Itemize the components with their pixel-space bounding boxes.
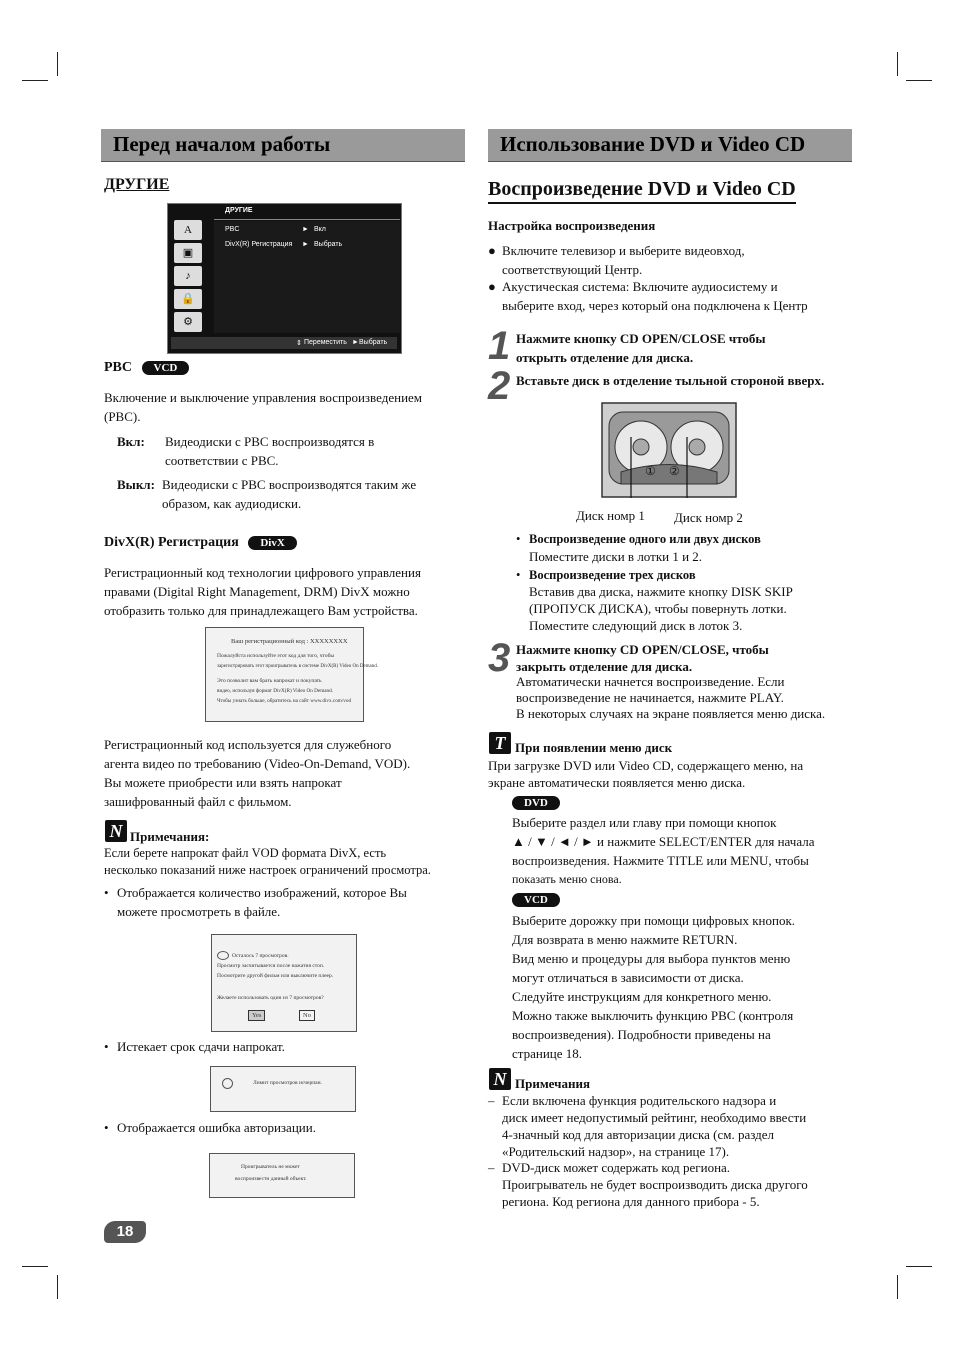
notes-intro <box>104 845 431 879</box>
osd-panel <box>214 221 400 333</box>
crop-mark <box>22 1266 48 1267</box>
left-banner-title: Перед началом работы <box>113 132 331 156</box>
screen-line: Посмотрите другой фильм или выключите плеер. <box>217 973 334 979</box>
step-2-text: Вставьте диск в отделение тыльной стороной вверх. <box>516 373 825 388</box>
step-line: Нажмите кнопку CD OPEN/CLOSE чтобы <box>516 331 766 346</box>
dvd-badge: DVD <box>512 796 560 810</box>
divx-title <box>104 535 297 551</box>
crop-mark <box>906 80 932 81</box>
osd-row-arrow: ► <box>302 226 309 233</box>
b1-text: Поместите диски в лотки 1 и 2. <box>529 549 703 564</box>
dvd-line: ▲ / ▼ / ◄ / ► и нажмите SELECT/ENTER для начала <box>512 834 815 849</box>
divx-desc <box>104 563 421 620</box>
note-line: 4-значный код для авторизации диска (см. раздел <box>502 1127 775 1142</box>
disc-2-label: Диск номр 2 <box>674 510 743 525</box>
screen-line: Это позволит вам брать напрокат и покупать <box>217 678 322 684</box>
pbc-title-text: PBC <box>104 360 132 375</box>
display-icon: ▣ <box>174 243 202 263</box>
osd-row-label: DivX(R) Регистрация <box>225 241 293 248</box>
divx-desc-line: Регистрационный код технологии цифрового управления <box>104 565 421 580</box>
vcd-line: странице 18. <box>512 1046 583 1061</box>
pbc-desc-line: Включение и выключение управления воспроизведением <box>104 390 423 405</box>
osd-footer-select: Выбрать <box>359 339 388 346</box>
pbc-off-line: Видеодиски с PBC воспроизводятся таким же <box>162 477 417 492</box>
pbc-on-line: Видеодиски с PBC воспроизводятся в <box>165 434 375 449</box>
step-3-title <box>516 641 769 675</box>
vcd-line: Для возврата в меню нажмите RETURN. <box>512 932 738 947</box>
right-banner <box>488 129 852 162</box>
note-icon: N <box>105 820 127 842</box>
left-banner <box>101 129 465 162</box>
step-3-text <box>516 674 825 722</box>
b2-text <box>529 583 793 634</box>
note-icon: N <box>489 1068 511 1090</box>
disc-1-label: Диск номр 1 <box>576 508 645 523</box>
setup-item-2 <box>502 277 808 315</box>
b2-title: Воспроизведение трех дисков <box>529 568 696 582</box>
disc-tray-illustration <box>601 402 737 498</box>
notes-intro-line: несколько показаний ниже настроек ограничений просмотра. <box>104 863 431 877</box>
pbc-desc-line: (PBC). <box>104 409 141 424</box>
screen-line: Просмотр засчитывается после нажатия стоп. <box>217 963 325 969</box>
step-1-text <box>516 329 766 367</box>
dvd-line: Выберите раздел или главу при помощи кнопок <box>512 815 777 830</box>
divx-vod-text <box>104 735 410 811</box>
vcd-line: Можно также выключить функцию PBC (контроля <box>512 1008 794 1023</box>
screen-line: Проигрыватель не может <box>241 1164 300 1170</box>
vcd-line: Выберите дорожку при помощи цифровых кнопок. <box>512 913 796 928</box>
page-number-text: 18 <box>116 1223 134 1240</box>
notes-title-right: Примечания <box>515 1076 590 1091</box>
notes-intro-line: Если берете напрокат файл VOD формата DivX, есть <box>104 846 387 860</box>
osd-menu <box>167 203 402 354</box>
bullet: • <box>516 568 521 582</box>
page-title: Воспроизведение DVD и Video CD <box>488 178 796 204</box>
move-icon: ⇕ <box>296 340 302 347</box>
divx-badge: DivX <box>248 536 296 550</box>
screen-line: Желаете использовать один из 7 просмотров? <box>217 995 324 1001</box>
dash: – <box>488 1160 495 1175</box>
tip-title: При появлении меню диск <box>515 740 673 755</box>
pbc-title <box>104 360 189 376</box>
step-line: Нажмите кнопку CD OPEN/CLOSE, чтобы <box>516 642 769 657</box>
b1-title: Воспроизведение одного или двух дисков <box>529 532 761 546</box>
setup-item-1 <box>502 241 745 279</box>
pbc-off-label: Выкл: <box>117 477 155 492</box>
disc-tray-svg <box>601 402 737 498</box>
note-line: Проигрыватель не будет воспроизводить диска другого <box>502 1177 808 1192</box>
divx-reg-screen <box>205 627 379 722</box>
setup-line: Акустическая система: Включите аудиосистему и <box>502 279 778 294</box>
vcd-text <box>512 911 795 1063</box>
osd-row-value: Выбрать <box>314 241 343 248</box>
bullet: • <box>104 1120 109 1135</box>
divx-desc-line: правами (Digital Right Management, DRM) DivX можно <box>104 584 410 599</box>
right-banner-title: Использование DVD и Video CD <box>500 132 806 156</box>
bullet: • <box>516 532 521 546</box>
b2-line: Поместите следующий диск в лоток 3. <box>529 618 743 633</box>
vcd-line: могут отличаться в зависимости от диска. <box>512 970 744 985</box>
osd-divider <box>214 219 400 220</box>
screen-line: зарегистрировать этот проигрыватель в системе DivX(R) Video On Demand. <box>217 664 379 669</box>
step-3-number: 3 <box>488 636 511 680</box>
info-icon <box>217 951 229 960</box>
bullet-line: можете просмотреть в файле. <box>117 904 281 919</box>
dvd-line: показать меню снова. <box>512 872 622 886</box>
step-line: Автоматически начнется воспроизведение. Если <box>516 674 785 689</box>
others-icon: ⚙ <box>174 312 202 332</box>
note-line: региона. Код региона для данного прибора - 5. <box>502 1194 760 1209</box>
notes-bullet-1 <box>117 883 407 921</box>
note-2 <box>502 1159 808 1210</box>
bullet: ● <box>488 243 496 258</box>
crop-mark <box>57 52 58 76</box>
screen-line: Пожалуйста используйте этот код для того, чтобы <box>217 653 335 659</box>
setup-line: Включите телевизор и выберите видеовход, <box>502 243 745 258</box>
note-line: DVD-диск может содержать код региона. <box>502 1160 731 1175</box>
notes-bullet-3: Отображается ошибка авторизации. <box>117 1120 316 1135</box>
setup-line: соответствующий Центр. <box>502 262 643 277</box>
tip-line: При загрузке DVD или Video CD, содержащего меню, на <box>488 758 804 773</box>
divx-vod-line: Регистрационный код используется для служебного <box>104 737 392 752</box>
note-1 <box>502 1092 806 1160</box>
step-1-number: 1 <box>488 324 511 368</box>
step-line: В некоторых случаях на экране появляется меню диска. <box>516 706 826 721</box>
step-line: воспроизведение не начинается, нажмите PLAY. <box>516 690 784 705</box>
vcd-badge: VCD <box>512 893 560 907</box>
osd-title: ДРУГИЕ <box>225 207 253 214</box>
crop-mark <box>22 80 48 81</box>
divx-title-text: DivX(R) Регистрация <box>104 535 239 550</box>
pbc-on-label: Вкл: <box>117 434 145 449</box>
osd-row-label: PBC <box>225 226 240 233</box>
screen-line: воспроизвести данный объект. <box>235 1176 307 1182</box>
audio-icon: ♪ <box>174 266 202 286</box>
pbc-on-text <box>165 432 374 470</box>
screen-line: видео, используя формат DivX(R) Video On Demand. <box>217 688 334 694</box>
b2-line: Вставив два диска, нажмите кнопку DISK SKIP <box>529 584 793 599</box>
step-line: закрыть отделение для диска. <box>516 659 693 674</box>
language-icon: A <box>174 220 202 240</box>
crop-mark <box>906 1266 932 1267</box>
bullet: • <box>104 1039 109 1054</box>
osd-row-value: Вкл <box>314 226 326 233</box>
vcd-line: Вид меню и процедуры для выбора пунктов меню <box>512 951 791 966</box>
tip-icon: T <box>489 732 511 754</box>
osd-footer-move: Переместить <box>304 339 347 346</box>
auth-error-screen <box>209 1153 355 1198</box>
vcd-line: воспроизведения). Подробности приведены на <box>512 1027 771 1042</box>
crop-mark <box>897 1275 898 1299</box>
b2-line: (ПРОПУСК ДИСКА), чтобы повернуть лотки. <box>529 601 787 616</box>
bullet: ● <box>488 279 496 294</box>
dvd-line: воспроизведения. Нажмите TITLE или MENU, чтобы <box>512 853 809 868</box>
tray-2-label: ② <box>669 464 680 478</box>
pbc-off-text <box>162 475 416 513</box>
note-line: «Родительский надзор», на странице 17). <box>502 1144 730 1159</box>
notes-title: Примечания: <box>130 829 210 844</box>
divx-vod-line: зашифрованный файл с фильмом. <box>104 794 292 809</box>
lock-icon: 🔒 <box>174 289 202 309</box>
dvd-text <box>512 813 814 889</box>
section-title: ДРУГИЕ <box>104 176 170 193</box>
pbc-on-line: соответствии с PBC. <box>165 453 279 468</box>
divx-desc-line: отобразить только для принадлежащего Вам устройства. <box>104 603 418 618</box>
info-icon <box>222 1078 233 1089</box>
divx-vod-line: Вы можете приобрести или взять напрокат <box>104 775 342 790</box>
screen-line: Лимит просмотров исчерпан. <box>253 1080 322 1086</box>
pbc-off-line: образом, как аудиодиски. <box>162 496 302 511</box>
bullet-line: Отображается количество изображений, которое Вы <box>117 885 407 900</box>
note-line: Если включена функция родительского надзора и <box>502 1093 777 1108</box>
no-button: No <box>299 1010 315 1021</box>
note-line: диск имеет недопустимый рейтинг, необходимо ввести <box>502 1110 807 1125</box>
crop-mark <box>897 52 898 76</box>
notes-bullet-2: Истекает срок сдачи напрокат. <box>117 1039 285 1054</box>
bullet: • <box>104 885 109 900</box>
dash: – <box>488 1093 495 1108</box>
yes-button: Yes <box>248 1010 265 1021</box>
divx-vod-line: агента видео по требованию (Video-On-Demand, VOD). <box>104 756 411 771</box>
select-icon: ► <box>352 339 359 346</box>
vcd-line: Следуйте инструкциям для конкретного меню. <box>512 989 772 1004</box>
screen-line: Чтобы узнать больше, обратитесь на сайт www.divx.com/vod <box>217 698 352 704</box>
views-screen <box>211 934 357 1032</box>
expired-screen <box>210 1066 356 1112</box>
pbc-desc <box>104 388 422 426</box>
screen-line: Осталось 7 просмотров. <box>232 953 289 959</box>
step-2-number: 2 <box>488 364 511 408</box>
crop-mark <box>57 1275 58 1299</box>
tray-1-label: ① <box>645 464 656 478</box>
tip-text <box>488 757 803 791</box>
step-line: открыть отделение для диска. <box>516 350 694 365</box>
vcd-badge: VCD <box>142 361 190 375</box>
tip-line: экране автоматически появляется меню диска. <box>488 775 746 790</box>
setup-title: Настройка воспроизведения <box>488 218 656 233</box>
osd-row-arrow: ► <box>302 241 309 248</box>
page-number <box>104 1221 146 1243</box>
screen-line: Ваш регистрационный код : XXXXXXXX <box>231 638 348 645</box>
setup-line: выберите вход, через который она подключена к Центр <box>502 298 808 313</box>
